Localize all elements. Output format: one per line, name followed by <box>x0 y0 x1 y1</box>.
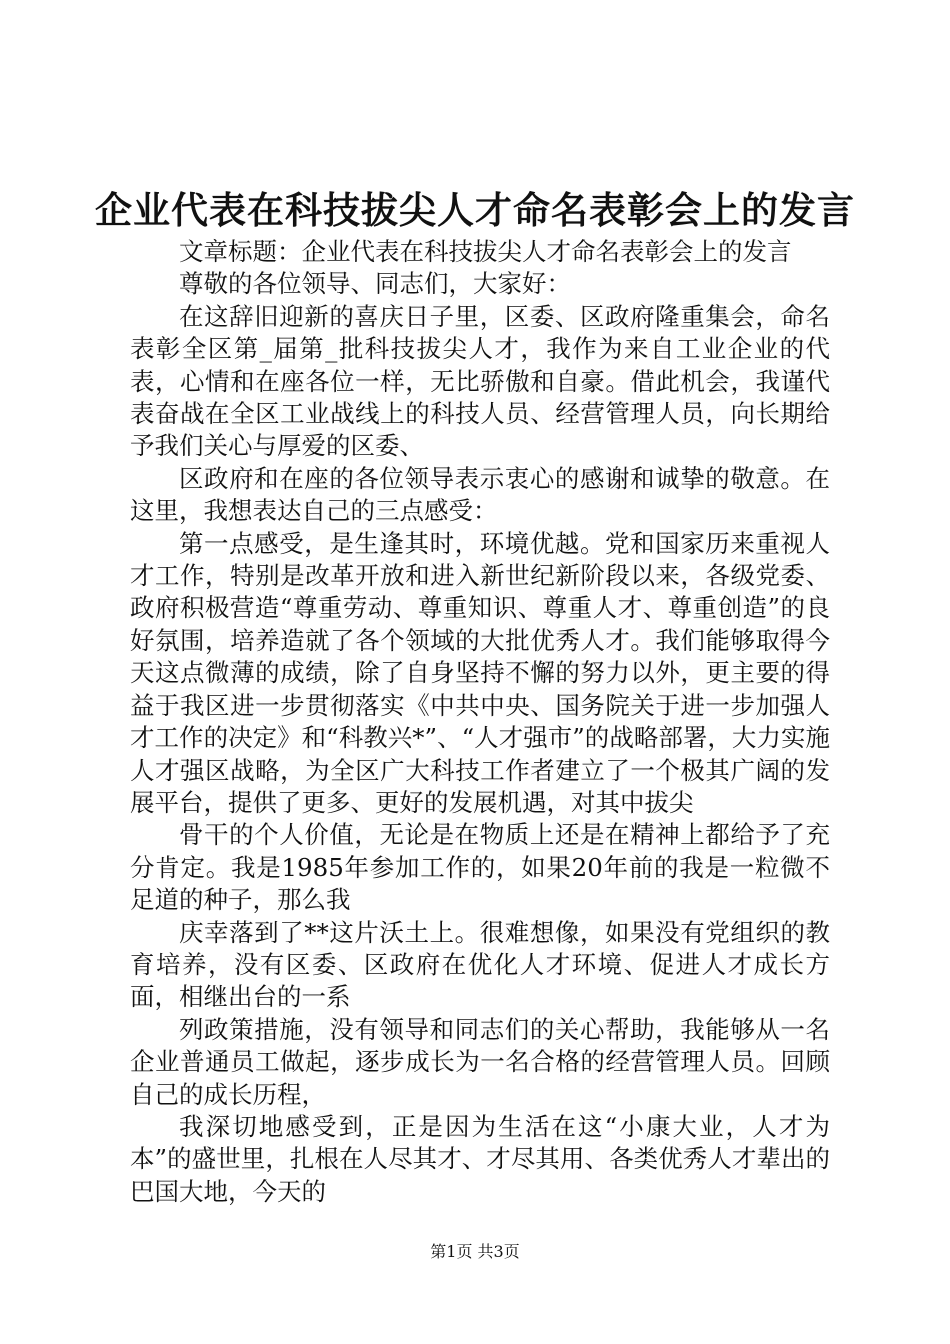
paragraph: 在这辞旧迎新的喜庆日子里，区委、区政府隆重集会，命名表彰全区第_届第_批科技拔尖人才，我作为来自工业企业的代表，心情和在座各位一样，无比骄傲和自豪。借此机会，我谨代表奋战在全区工业战线上的科技人员、经营管理人员，向长期给予我们关心与厚爱的区委、 <box>130 301 830 461</box>
paragraph: 第一点感受，是生逢其时，环境优越。党和国家历来重视人才工作，特别是改革开放和进入新世纪新阶段以来，各级党委、政府积极营造“尊重劳动、尊重知识、尊重人才、尊重创造”的良好氛围，培养造就了各个领域的大批优秀人才。我们能够取得今天这点微薄的成绩，除了自身坚持不懈的努力以外，更主要的得益于我区进一步贯彻落实《中共中央、国务院关于进一步加强人才工作的决定》和“科教兴*”、“人才强市”的战略部署，大力实施人才强区战略，为全区广大科技工作者建立了一个极其广阔的发展平台，提供了更多、更好的发展机遇，对其中拔尖 <box>130 528 830 817</box>
paragraph: 列政策措施，没有领导和同志们的关心帮助，我能够从一名企业普通员工做起，逐步成长为一名合格的经营管理人员。回顾自己的成长历程， <box>130 1014 830 1109</box>
paragraph: 区政府和在座的各位领导表示衷心的感谢和诚挚的敬意。在这里，我想表达自己的三点感受： <box>130 463 830 526</box>
document-body <box>130 236 830 1208</box>
paragraph: 骨干的个人价值，无论是在物质上还是在精神上都给予了充分肯定。我是1985年参加工作的，如果20年前的我是一粒微不足道的种子，那么我 <box>130 820 830 915</box>
page-footer: 第1页 共3页 <box>430 1242 520 1261</box>
paragraph-greeting: 尊敬的各位领导、同志们，大家好： <box>179 269 571 299</box>
paragraph: 庆幸落到了**这片沃土上。很难想像，如果没有党组织的教育培养，没有区委、区政府在优化人才环境、促进人才成长方面，相继出台的一系 <box>130 917 830 1012</box>
document-title: 企业代表在科技拔尖人才命名表彰会上的发言 <box>95 188 855 232</box>
paragraph: 我深切地感受到，正是因为生活在这“小康大业，人才为本”的盛世里，扎根在人尽其才、才尽其用、各类优秀人才辈出的巴国大地，今天的 <box>130 1111 830 1206</box>
paragraph-article-title: 文章标题：企业代表在科技拔尖人才命名表彰会上的发言 <box>179 237 792 266</box>
